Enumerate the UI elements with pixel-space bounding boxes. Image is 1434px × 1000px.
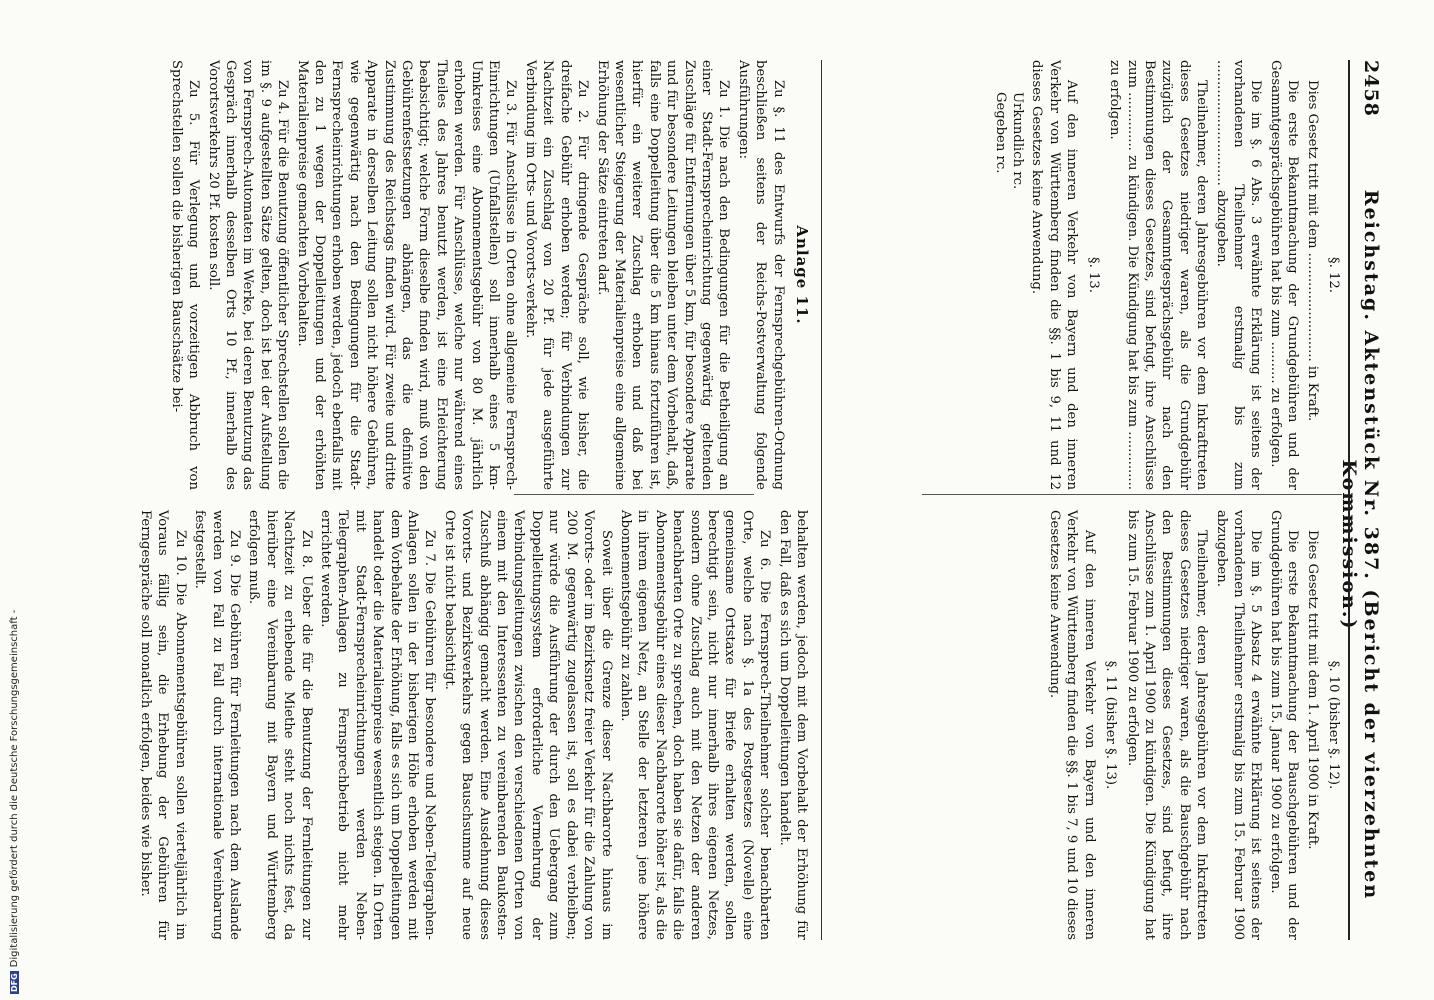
left-column-upper xyxy=(826,60,1346,490)
anlage-zu-4: Zu 4. Für die Benutzung öffentlicher Sprechstellen sollen die im §. 9 aufgestellten Sätze gelten, doch ist bei der Aufstellung von Fernsprech-Automaten im Werke, bei deren Benutzung das Gespräch innerhalb desselben Orts 10 Pf., innerhalb des Vorortsverkehrs 20 Pf. kosten soll. xyxy=(205,60,291,490)
signature-line-1: Urkundlich rc. xyxy=(1010,92,1026,190)
s10-paragraph-1: Dies Gesetz tritt mit dem 1. April 1900 in Kraft. xyxy=(1304,530,1320,850)
section-11-heading: §. 11 (bisher §. 13). xyxy=(1103,660,1119,790)
section-separator xyxy=(821,60,822,940)
right-column-upper xyxy=(826,510,1346,940)
anlage-zu-8: Zu 8. Ueber die für die Benutzung der Fernleitungen zur Nachtzeit zu erhebende Miethe steht noch nichts fest, da hierüber eine Vereinbarung mit Bayern und Württemberg erfolgen muß. xyxy=(246,510,314,940)
column-divider-upper xyxy=(922,494,1342,495)
dfg-logo: DFG xyxy=(10,973,19,992)
s12-paragraph-4: Theilnehmer, deren Jahresgebühren vor dem Inkrafttreten dieses Gesetzes niedriger waren, als die Grundgebühr zuzüglich der Gesammtgesprächsgebühr nach den Bestimmungen dieses Gesetzes, sind befugt, ihre Anschlüsse zum .............. zu kündigen. Die Kündigung hat bis zum .............. zu erfolgen. xyxy=(1107,60,1210,490)
anlage-zu-10: Zu 10. Die Abonnementsgebühren sollen vierteljährlich im Voraus fällig sein, die Erhebung der Gebühren für Ferngespräche soll monatlich erfolgen, beides wie bisher. xyxy=(137,510,188,940)
s12-paragraph-2: Die erste Bekanntmachung der Grundgebühren und der Gesammtgesprächsgebühren hat bis zum .......... zu erfolgen. xyxy=(1267,60,1301,490)
page-number: 2458 xyxy=(1360,60,1382,117)
section-10-heading: §. 10 (bisher §. 12). xyxy=(1326,660,1341,790)
section-13-heading: §. 13. xyxy=(1085,257,1101,293)
anlage-zu-2: Zu 2. Für dringende Gespräche soll, wie bisher, die dreifache Gebühr erhoben werden; für Verbindungen zur Nachtzeit ein Zuschlag von 20 Pf. für jede ausgeführte Verbindung im Orts- und Vororts-verkehr. xyxy=(522,60,591,490)
footer-text: Digitalisierung gefördert durch die Deutsche Forschungsgemeinschaft - xyxy=(9,609,20,968)
column-divider-lower xyxy=(514,494,754,495)
s12-paragraph-1: Dies Gesetz tritt mit dem .......................... in Kraft. xyxy=(1304,80,1320,422)
page-header xyxy=(1338,60,1382,940)
anlage-zu-3: Zu 3. Für Anschlüsse in Orten ohne allgemeine Fernsprech-Einrichtungen (Unfallstellen) soll innerhalb eines 5 km-Umkreises eine Abonnementsgebühr von 80 M. jährlich erhoben werden. Für Anschlüsse, welche nur während eines Theiles des Jahres benutzt werden, ist eine Erleichterung beabsichtigt; welche Form dieselbe finden wird, muß von den Gebührenfestsetzungen abhängen, das die definitive Zustimmung des Reichstags finden wird. Für zweite und dritte Apparate in derselben Leitung sollen nicht höhere Gebühren, wie gegenwärtig nach den Bedingungen für die Stadt-Fernsprecheinrichtungen erhoben werden, jedoch ebenfalls mit den zu 1 wegen der Doppelleitungen und der erhöhten Materialienpreise gemachten Vorbehalten. xyxy=(294,60,519,490)
anlage-intro: Zu §. 11 des Entwurfs der Fernsprechgebühren-Ordnung beschließen seitens der Reichs-Postverwaltung folgende Ausführungen: xyxy=(735,60,786,490)
anlage-zu-6-continued: Soweit über die Grenze dieser Nachbarorte hinaus im Vororts- oder im Bezirksnetz freier Verkehr für die Zahlung von 200 M. gegenwärtig zugelassen ist, soll es dabei verbleiben; nur würde die Ausführung der durch den Uebergang zum Doppelleitungssystem erforderliche Vermehrung der Verbindungsleitungen zwischen den verschiedenen Orten von einem mit den Interessenten zu vereinbarenden Baukosten-Zuschuß abhängig gemacht werden. Eine Ausdehnung dieses Vororts- und Bezirksverkehrs gegen Bauschsumme auf neue Orte ist nicht beabsichtigt. xyxy=(441,510,614,940)
anlage-zu-6: Zu 6. Die Fernsprech-Theilnehmer solcher benachbarten Orte, welche nach §. 1a des Postgesetzes (Novelle) eine gemeinsame Ortstaxe für Briefe erhalten werden, sollen berechtigt sein, nicht nur innerhalb ihres eigenen Netzes, sondern ohne Zuschlag auch mit den Netzen der anderen benachbarten Orte zu sprechen, doch haben sie dafür, falls die Abonnementsgebühr eines dieser Nachbarorte höher ist, als die in ihrem eigenen Netz, an Stelle der letzteren jene höhere Abonnementsgebühr zu zahlen. xyxy=(617,510,773,940)
right-column-lower xyxy=(137,510,810,940)
left-column-lower xyxy=(170,60,810,490)
s12-paragraph-3: Die im §. 6 Abs. 3 erwähnte Erklärung ist seitens der vorhandenen Theilnehmer erstmalig bis zum .............................. abzugeben. xyxy=(1213,60,1264,490)
s10-paragraph-4: Theilnehmer, deren Jahresgebühren vor dem Inkrafttreten dieses Gesetzes niedriger waren, als die Bauschgebühr nach den Bestimmungen dieses Gesetzes, sind befugt, ihre Anschlüsse zum 1. April 1900 zu kündigen. Die Kündigung hat bis zum 15. Februar 1900 zu erfolgen. xyxy=(1124,510,1210,940)
s10-paragraph-3: Die im §. 5 Absatz 4 erwähnte Erklärung ist seitens der vorhandenen Theilnehmer erstmalig bis zum 15. Februar 1900 abzugeben. xyxy=(1213,510,1264,940)
anlage-heading: Anlage 11. xyxy=(793,225,811,325)
header-rule xyxy=(1348,60,1350,940)
section-12-heading: §. 12. xyxy=(1326,257,1341,293)
s10-paragraph-2: Die erste Bekanntmachung der Bauschgebühren und der Grundgebühren hat bis zum 15. Januar 1900 zu erfolgen. xyxy=(1267,510,1301,940)
anlage-zu-5: Zu 5. Für Verlegung und vorzeitigen Abbruch von Sprechstellen sollen die bisherigen Bauschsätze bei- xyxy=(168,60,202,490)
anlage-zu-1: Zu 1. Die nach den Bedingungen für die Betheiligung an einer Stadt-Fernsprecheinrichtung gegenwärtig geltenden Zuschläge für Entfernungen über 5 km, für besondere Apparate und für besondere Leitungen bleiben unter dem Vorbehalt, daß, falls eine Doppelleitung über die 5 km hinaus fortzuführen ist, hierfür ein weiterer Zuschlag erhoben und daß bei wesentlicher Steigerung der Materialienpreise eine allgemeine Erhöhung der Sätze eintreten darf. xyxy=(594,60,732,490)
signature-line-2: Gegeben rc. xyxy=(992,92,1008,174)
s11-paragraph-1: Auf den inneren Verkehr von Bayern und den inneren Verkehr von Württemberg finden die §§. 1 bis 7, 9 und 10 dieses Gesetzes keine Anwendung. xyxy=(1046,510,1097,940)
anlage-zu-9: Zu 9. Die Gebühren für Fernleitungen nach dem Auslande werden von Fall zu Fall durch internationale Vereinbarung festgestellt. xyxy=(192,510,242,940)
anlage-continuation: behalten werden, jedoch mit dem Vorbehalt der Erhöhung für den Fall, daß es sich um Doppelleitungen handelt. xyxy=(776,510,809,940)
s13-paragraph-1: Auf den inneren Verkehr von Bayern und den inneren Verkehr von Württemberg finden die §§. 1 bis 9, 11 und 12 dieses Gesetzes keine Anwendung. xyxy=(1029,60,1080,490)
running-title: Reichstag. Aktenstück Nr. 387. (Bericht der vierzehnten Kommission.) xyxy=(1338,189,1382,901)
digitization-footer xyxy=(8,4,22,994)
anlage-zu-7: Zu 7. Die Gebühren für besondere und Neben-Telegraphen-Anlagen sollen in der bisherigen Höhe erhoben werden mit dem Vorbehalte der Erhöhung, falls es sich um Doppelleitungen handelt oder die Materialienpreise wesentlich steigen. In Orten mit Stadt-Fernsprecheinrichtungen werden Neben-Telegraphen-Anlagen zu Fernsprechbetrieb nicht mehr errichtet werden. xyxy=(318,510,438,940)
